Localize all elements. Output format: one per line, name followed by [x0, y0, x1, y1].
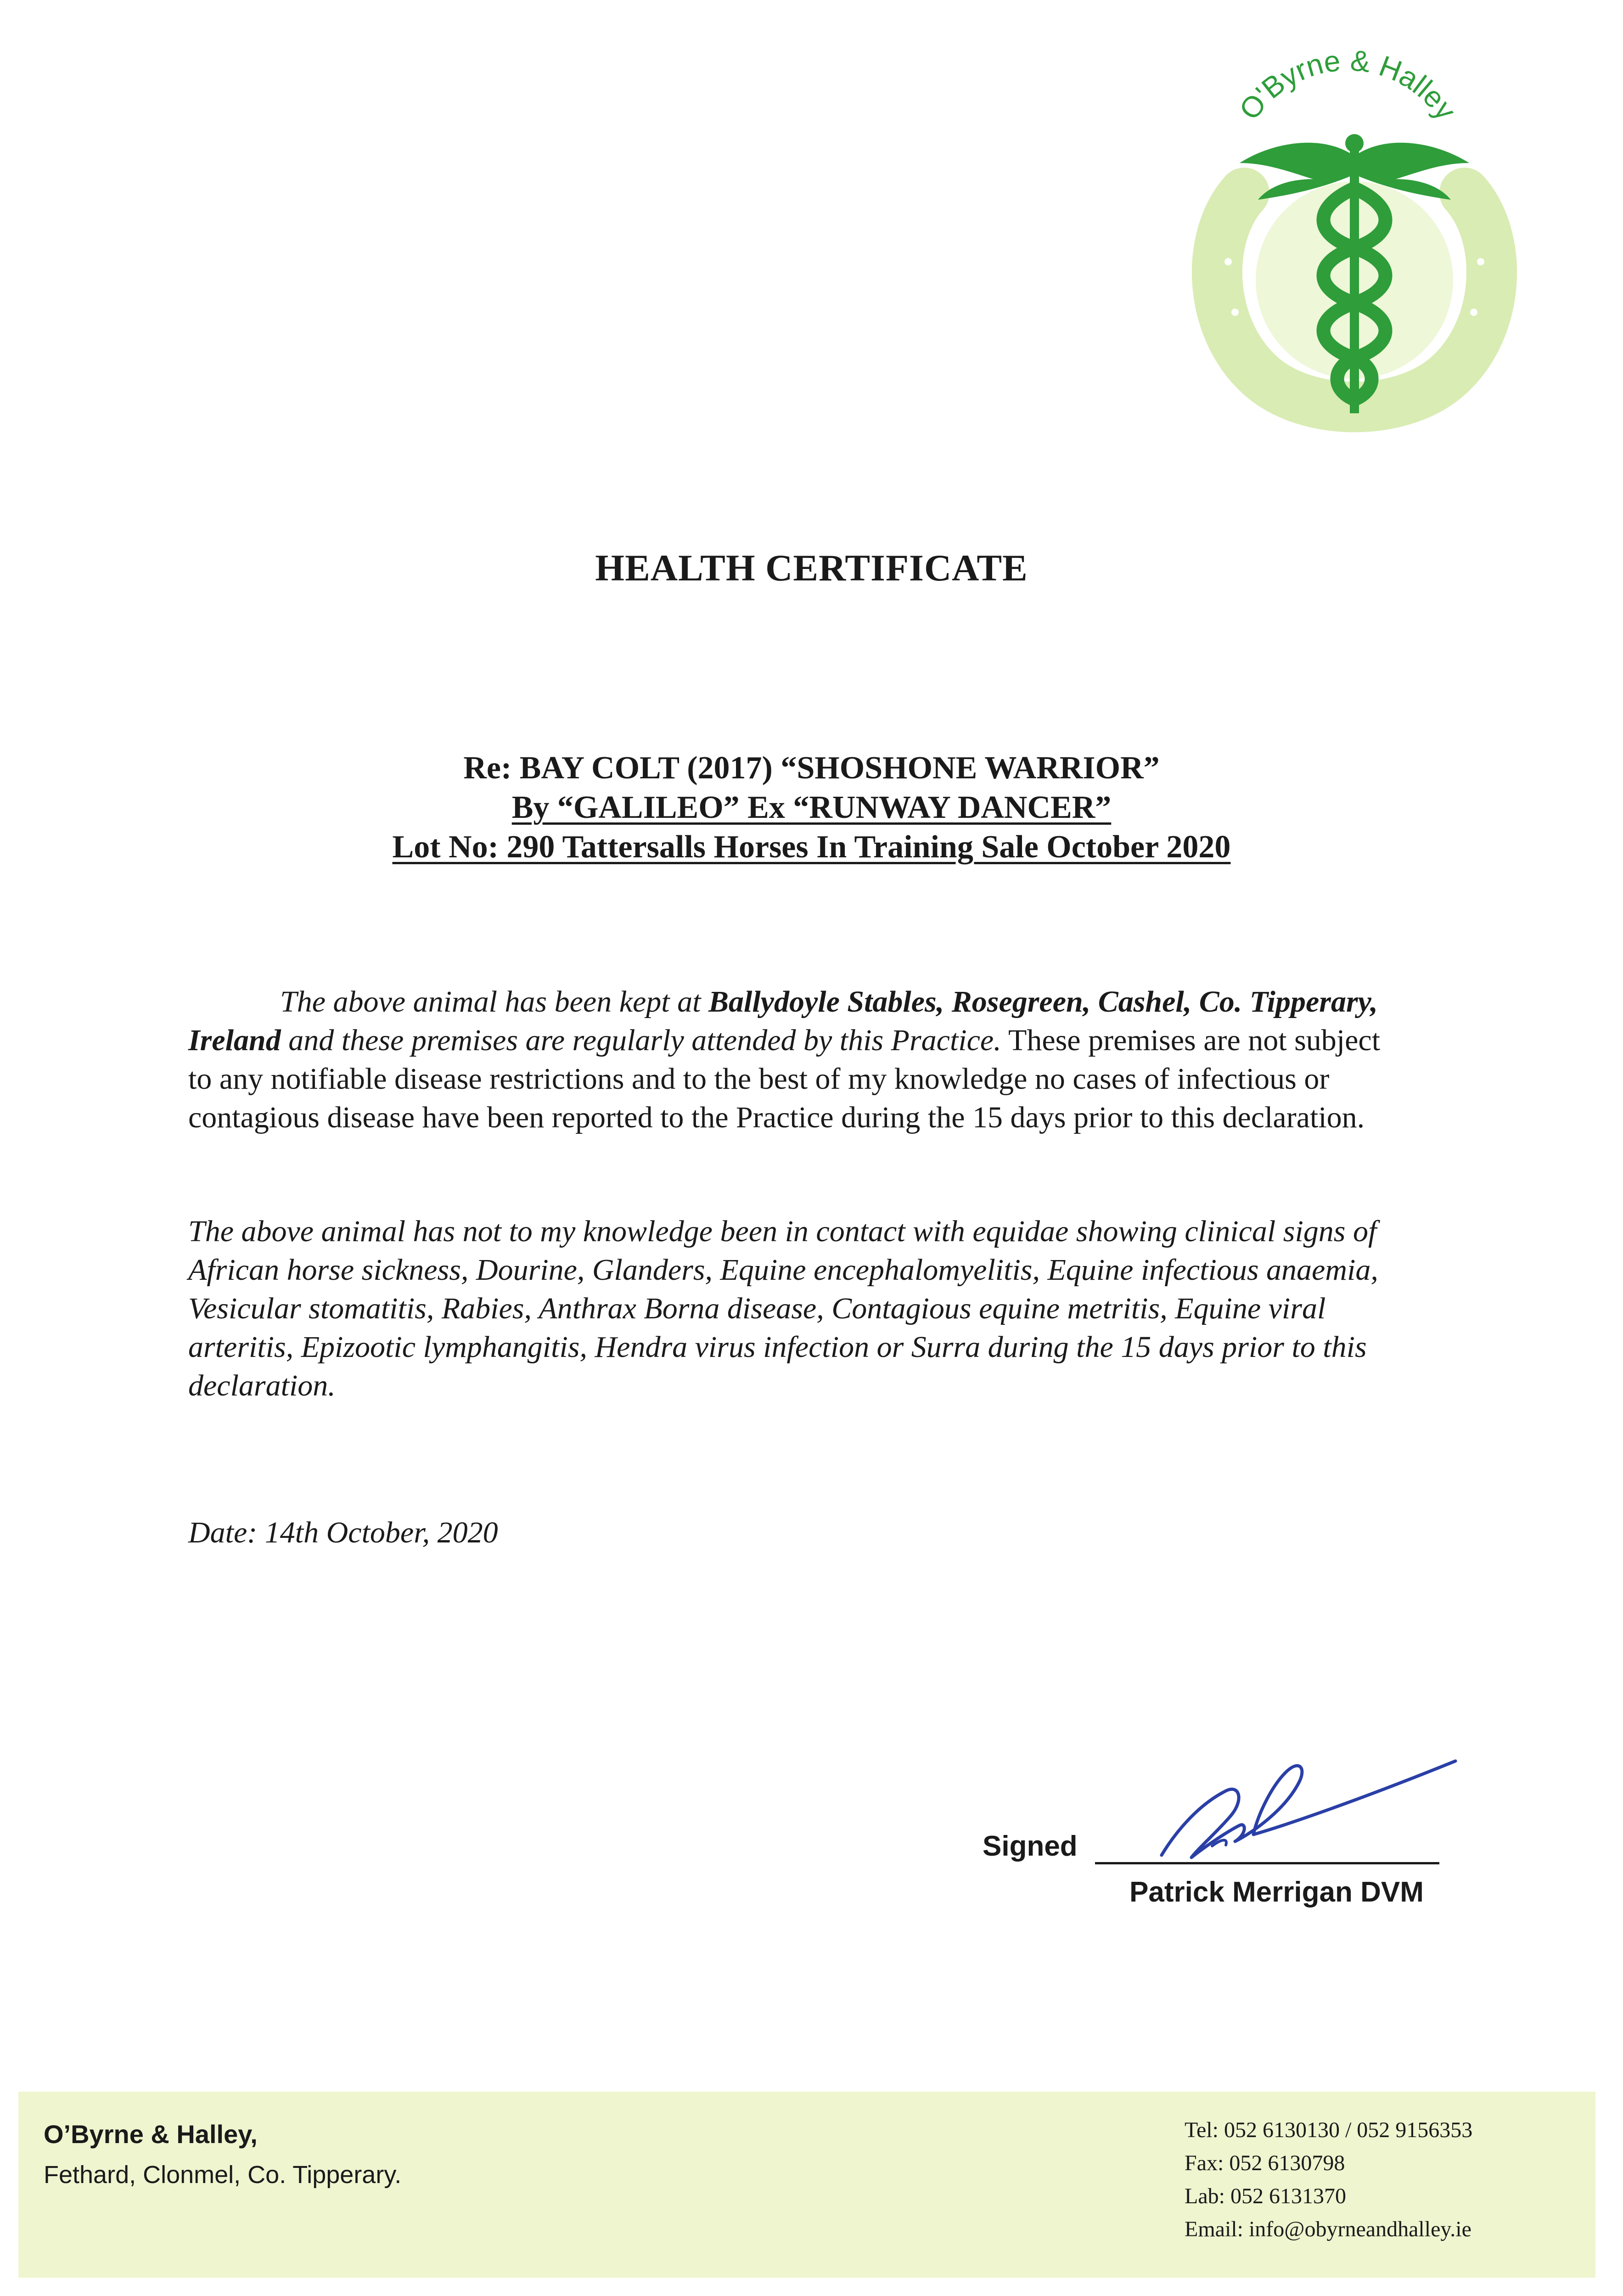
- footer-contacts: [1185, 2114, 1472, 2246]
- footer-fax: Fax: 052 6130798: [1185, 2151, 1345, 2175]
- footer-lab: Lab: 052 6131370: [1185, 2184, 1346, 2208]
- subject-line-lot: Lot No: 290 Tattersalls Horses In Training Sale October 2020: [392, 829, 1231, 865]
- logo-text: O'Byrne & Halley: [1232, 43, 1463, 126]
- premises-intro: The above animal has been kept at: [280, 985, 708, 1019]
- svg-text:O'Byrne & Halley: [1233, 44, 1463, 126]
- declaration-date: Date: 14th October, 2020: [188, 1516, 498, 1549]
- signed-label: Signed: [983, 1830, 1078, 1862]
- footer-tel: Tel: 052 6130130 / 052 9156353: [1185, 2118, 1473, 2142]
- subject-line-breeding: By “GALILEO” Ex “RUNWAY DANCER”: [511, 790, 1112, 825]
- contact-paragraph: The above animal has not to my knowledge been in contact with equidae showing clinical signs of African horse sickness, Dourine, Glanders, Equine encephalomyelitis, Equine infectious anaemia, Vesicular stomatitis, Rabies, Anthrax Borna disease, Contagious equine metritis, Equine viral arteritis, Epizootic lymphangitis, Hendra virus infection or Surra during the 15 days prior to this declaration.: [188, 1215, 1378, 1402]
- footer-address: Fethard, Clonmel, Co. Tipperary.: [44, 2161, 402, 2189]
- footer-company-name: O’Byrne & Halley,: [44, 2120, 258, 2149]
- caduceus-horseshoe-icon: [1175, 41, 1533, 436]
- handwritten-signature: [1148, 1740, 1460, 1883]
- letterhead-footer: [18, 2092, 1595, 2278]
- premises-location: Ballydoyle Stables, Rosegreen, Cashel, Co. Tipperary, Ireland: [188, 985, 1378, 1057]
- signer-name: Patrick Merrigan DVM: [1129, 1876, 1424, 1908]
- premises-attendance: and these premises are regularly attended by this Practice.: [281, 1024, 1001, 1057]
- premises-statement: These premises are not subject to any notifiable disease restrictions and to the best of my knowledge no cases of infectious or contagious disease have been reported to the Practice during the 15 days prior to this declaration.: [188, 1024, 1381, 1134]
- subject-line-horse: Re: BAY COLT (2017) “SHOSHONE WARRIOR”: [463, 750, 1160, 786]
- page-title: HEALTH CERTIFICATE: [595, 547, 1028, 589]
- subject-block: [0, 748, 1623, 867]
- premises-paragraph: [188, 983, 1410, 1137]
- footer-email: Email: info@obyrneandhalley.ie: [1185, 2217, 1471, 2241]
- practice-logo: [1175, 41, 1533, 436]
